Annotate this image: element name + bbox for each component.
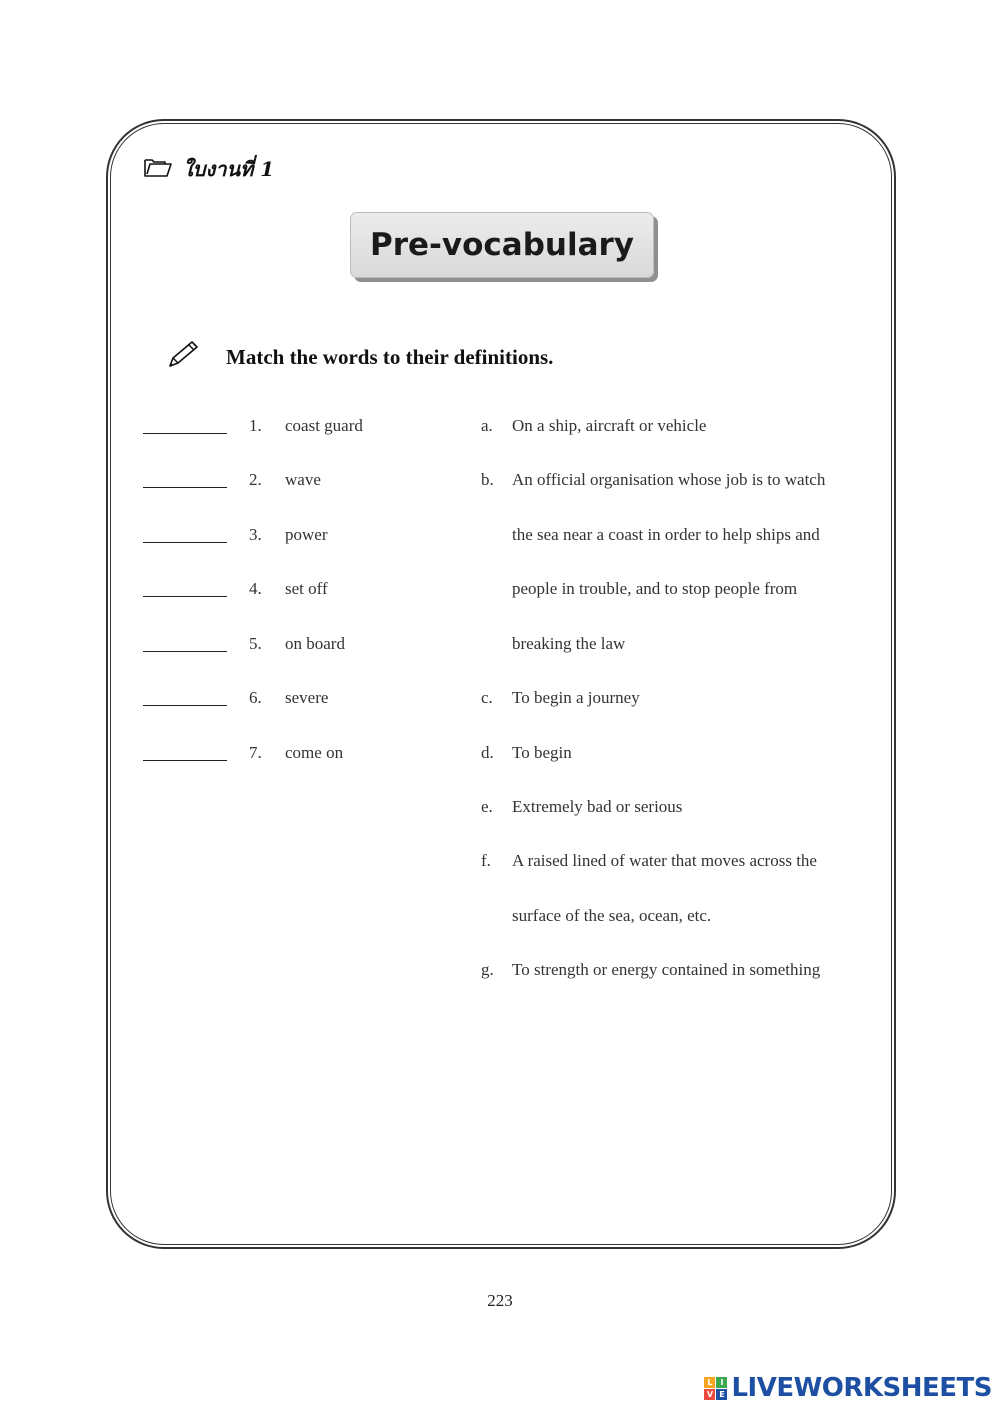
definition-text: breaking the law bbox=[512, 634, 626, 653]
word-text: on board bbox=[285, 634, 345, 653]
word-number: 4. bbox=[249, 579, 262, 598]
word-row bbox=[0, 470, 1000, 500]
word-number: 5. bbox=[249, 634, 262, 653]
definition-letter: b. bbox=[481, 470, 494, 489]
answer-blank[interactable] bbox=[143, 596, 227, 597]
worksheet-header bbox=[143, 153, 274, 185]
definition-text: To begin bbox=[512, 743, 572, 762]
word-text: come on bbox=[285, 743, 344, 762]
word-number: 6. bbox=[249, 688, 262, 707]
logo-tile: L bbox=[704, 1377, 715, 1388]
title-box bbox=[350, 212, 654, 278]
definition-row bbox=[0, 797, 1000, 827]
worksheet-frame-inner bbox=[110, 123, 892, 1245]
definition-text: the sea near a coast in order to help ships and bbox=[512, 525, 820, 544]
definition-text: On a ship, aircraft or vehicle bbox=[512, 416, 707, 435]
answer-blank[interactable] bbox=[143, 651, 227, 652]
logo-tile: V bbox=[704, 1389, 715, 1400]
word-row bbox=[0, 634, 1000, 664]
answer-blank[interactable] bbox=[143, 542, 227, 543]
definition-text: A raised lined of water that moves across the bbox=[512, 851, 817, 870]
instruction bbox=[164, 340, 553, 375]
answer-blank[interactable] bbox=[143, 760, 227, 761]
word-number: 3. bbox=[249, 525, 262, 544]
definition-letter: c. bbox=[481, 688, 493, 707]
word-text: set off bbox=[285, 579, 328, 598]
definition-letter: g. bbox=[481, 960, 494, 979]
logo-tile: E bbox=[716, 1389, 727, 1400]
word-text: coast guard bbox=[285, 416, 363, 435]
word-row bbox=[0, 743, 1000, 773]
logo-text: LIVEWORKSHEETS bbox=[731, 1373, 992, 1403]
folder-icon bbox=[143, 156, 173, 183]
word-row bbox=[0, 688, 1000, 718]
word-text: wave bbox=[285, 470, 321, 489]
answer-blank[interactable] bbox=[143, 705, 227, 706]
definition-row bbox=[0, 851, 1000, 881]
word-number: 7. bbox=[249, 743, 262, 762]
word-number: 1. bbox=[249, 416, 262, 435]
definition-text: Extremely bad or serious bbox=[512, 797, 683, 816]
definition-letter: a. bbox=[481, 416, 493, 435]
word-text: severe bbox=[285, 688, 329, 707]
definition-row bbox=[0, 906, 1000, 936]
pencil-icon bbox=[164, 340, 200, 375]
definition-letter: d. bbox=[481, 743, 494, 762]
instruction-text: Match the words to their definitions. bbox=[226, 345, 554, 369]
liveworksheets-logo[interactable] bbox=[704, 1373, 992, 1403]
logo-tiles bbox=[704, 1377, 727, 1400]
definition-text: people in trouble, and to stop people from bbox=[512, 579, 798, 598]
page-number: 223 bbox=[487, 1291, 513, 1310]
definition-text: To strength or energy contained in something bbox=[512, 960, 821, 979]
page-title: Pre-vocabulary bbox=[370, 227, 634, 263]
word-number: 2. bbox=[249, 470, 262, 489]
word-row bbox=[0, 416, 1000, 446]
definition-text: An official organisation whose job is to watch bbox=[512, 470, 826, 489]
answer-blank[interactable] bbox=[143, 433, 227, 434]
answer-blank[interactable] bbox=[143, 487, 227, 488]
definition-text: To begin a journey bbox=[512, 688, 640, 707]
definition-letter: e. bbox=[481, 797, 493, 816]
word-text: power bbox=[285, 525, 328, 544]
definition-text: surface of the sea, ocean, etc. bbox=[512, 906, 712, 925]
logo-tile: I bbox=[716, 1377, 727, 1388]
word-row bbox=[0, 525, 1000, 555]
worksheet-label: ใบงานที่ 1 bbox=[183, 157, 275, 181]
definition-letter: f. bbox=[481, 851, 491, 870]
word-row bbox=[0, 579, 1000, 609]
definition-row bbox=[0, 960, 1000, 990]
